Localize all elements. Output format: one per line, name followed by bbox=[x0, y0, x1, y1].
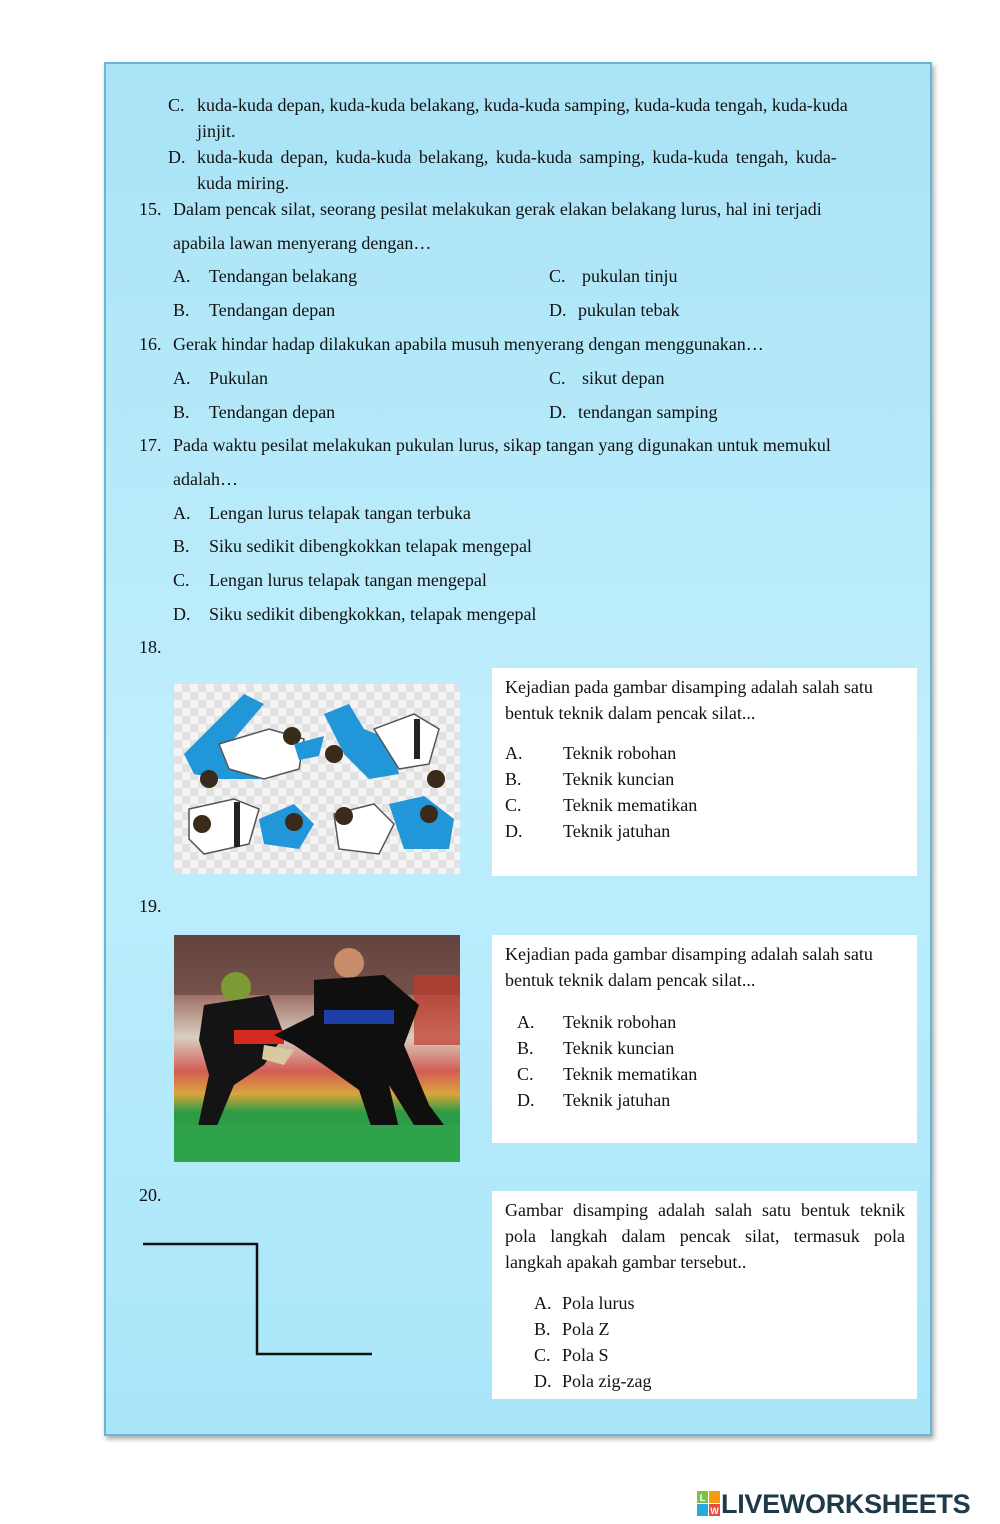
q18-question-line2: bentuk teknik dalam pencak silat... bbox=[505, 703, 756, 723]
judo-falls-illustration bbox=[174, 684, 460, 874]
q18-option-a[interactable]: A. Teknik robohan bbox=[505, 743, 677, 763]
q18-question-line1: Kejadian pada gambar disamping adalah salah satu bbox=[505, 677, 873, 697]
q17-number: 17. bbox=[139, 435, 162, 455]
q16-option-b[interactable]: B. Tendangan depan bbox=[173, 402, 336, 422]
q20-number: 20. bbox=[139, 1185, 162, 1205]
q18-option-c[interactable]: C. Teknik mematikan bbox=[505, 795, 698, 815]
q17-option-c[interactable]: C. Lengan lurus telapak tangan mengepal bbox=[173, 570, 487, 590]
q19-question-line1: Kejadian pada gambar disamping adalah salah satu bbox=[505, 944, 873, 964]
q17-question-line1: Pada waktu pesilat melakukan pukulan lurus, sikap tangan yang digunakan untuk memukul bbox=[173, 435, 831, 455]
q20-question-line1: Gambar disamping adalah salah satu bentuk teknik bbox=[505, 1200, 905, 1220]
q19-number: 19. bbox=[139, 896, 162, 916]
q20-question-line3: langkah apakah gambar tersebut.. bbox=[505, 1252, 747, 1272]
q14-option-c[interactable]: C. kuda-kuda depan, kuda-kuda belakang, kuda-kuda samping, kuda-kuda tengah, kuda-kuda bbox=[168, 95, 848, 115]
q19-option-a[interactable]: A. Teknik robohan bbox=[517, 1012, 677, 1032]
q14-option-c-cont: jinjit. bbox=[197, 121, 236, 141]
q18-number: 18. bbox=[139, 637, 162, 657]
q16-option-a[interactable]: A. Pukulan bbox=[173, 368, 269, 388]
q19-question-box bbox=[492, 935, 917, 1143]
q19-question-line2: bentuk teknik dalam pencak silat... bbox=[505, 970, 756, 990]
q20-option-d[interactable]: D. Pola zig-zag bbox=[534, 1371, 652, 1391]
q20-question-box bbox=[492, 1191, 917, 1399]
q18-question-box bbox=[492, 668, 917, 876]
q15-question-line2: apabila lawan menyerang dengan… bbox=[173, 233, 432, 253]
liveworksheets-logo[interactable] bbox=[697, 1489, 970, 1519]
q20-option-b[interactable]: B. Pola Z bbox=[534, 1319, 610, 1339]
svg-text:L: L bbox=[699, 1493, 706, 1503]
q15-option-b[interactable]: B. Tendangan depan bbox=[173, 300, 336, 320]
falling-figures-icon bbox=[174, 684, 460, 874]
q16-number: 16. bbox=[139, 334, 162, 354]
q15-option-a[interactable]: A. Tendangan belakang bbox=[173, 266, 358, 286]
svg-text:W: W bbox=[710, 1506, 719, 1516]
q14-option-d[interactable]: D. kuda-kuda depan, kuda-kuda belakang, kuda-kuda samping, kuda-kuda tengah, kuda- bbox=[168, 147, 837, 167]
liveworksheets-logo-text: LIVEWORKSHEETS bbox=[721, 1488, 971, 1519]
q19-option-b[interactable]: B. Teknik kuncian bbox=[517, 1038, 675, 1058]
q17-option-b[interactable]: B. Siku sedikit dibengkokkan telapak mengepal bbox=[173, 536, 532, 556]
fighters-icon bbox=[174, 935, 460, 1162]
q15-question-line1: Dalam pencak silat, seorang pesilat melakukan gerak elakan belakang lurus, hal ini terjadi bbox=[173, 199, 822, 219]
q17-option-a[interactable]: A. Lengan lurus telapak tangan terbuka bbox=[173, 503, 471, 523]
pencak-silat-fight-photo bbox=[174, 935, 460, 1162]
q20-option-c[interactable]: C. Pola S bbox=[534, 1345, 609, 1365]
q15-option-c[interactable]: C. pukulan tinju bbox=[549, 266, 678, 286]
q20-option-a[interactable]: A. Pola lurus bbox=[534, 1293, 635, 1313]
q16-option-d[interactable]: D. tendangan samping bbox=[549, 402, 718, 422]
q20-question-line2: pola langkah dalam pencak silat, termasuk pola bbox=[505, 1226, 905, 1246]
q17-question-line2: adalah… bbox=[173, 469, 238, 489]
q18-option-b[interactable]: B. Teknik kuncian bbox=[505, 769, 675, 789]
q19-option-c[interactable]: C. Teknik mematikan bbox=[517, 1064, 698, 1084]
q19-option-d[interactable]: D. Teknik jatuhan bbox=[517, 1090, 671, 1110]
q18-option-d[interactable]: D. Teknik jatuhan bbox=[505, 821, 671, 841]
q16-question-line1: Gerak hindar hadap dilakukan apabila musuh menyerang dengan menggunakan… bbox=[173, 334, 764, 354]
q14-option-d-cont: kuda miring. bbox=[197, 173, 289, 193]
step-pattern-diagram bbox=[140, 1240, 376, 1360]
q16-option-c[interactable]: C. sikut depan bbox=[549, 368, 665, 388]
q15-number: 15. bbox=[139, 199, 162, 219]
liveworksheets-logo-icon bbox=[697, 1491, 721, 1517]
q17-option-d[interactable]: D. Siku sedikit dibengkokkan, telapak mengepal bbox=[173, 604, 537, 624]
q15-option-d[interactable]: D. pukulan tebak bbox=[549, 300, 680, 320]
